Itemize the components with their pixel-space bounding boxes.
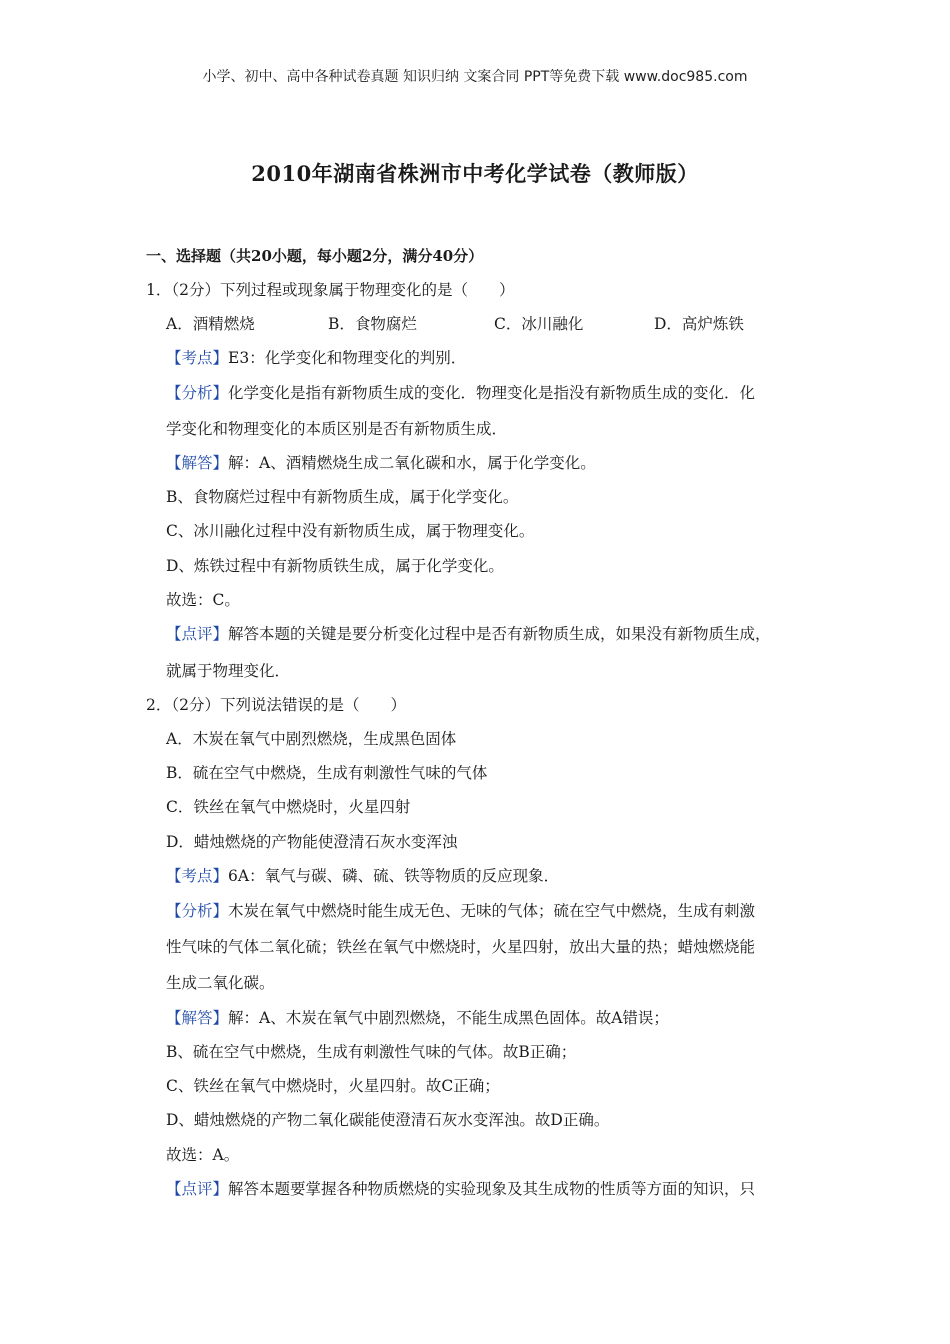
q1-option-a: A．酒精燃烧 [166, 315, 255, 333]
q1-jieda-text-2: B、食物腐烂过程中有新物质生成，属于化学变化。 [166, 488, 519, 506]
q1-fenxi [166, 383, 755, 403]
kaodian-tag: 【考点】 [166, 867, 229, 885]
q1-fenxi-text-1: 化学变化是指有新物质生成的变化．物理变化是指没有新物质生成的变化．化 [228, 384, 756, 402]
fenxi-tag: 【分析】 [166, 384, 229, 402]
q2-jieda-text-1: 解：A、木炭在氧气中剧烈燃烧，不能生成黑色固体。故A错误； [228, 1009, 669, 1027]
q2-jieda-text-4: D、蜡烛燃烧的产物二氧化碳能使澄清石灰水变浑浊。故D正确。 [166, 1111, 610, 1129]
dianping-tag: 【点评】 [166, 625, 229, 643]
q1-option-b: B．食物腐烂 [328, 315, 417, 333]
q1-jieda-text-4: D、炼铁过程中有新物质铁生成，属于化学变化。 [166, 557, 504, 575]
document-title: 2010年湖南省株洲市中考化学试卷（教师版） [251, 161, 699, 186]
jieda-tag: 【解答】 [166, 1009, 229, 1027]
q1-kaodian [166, 348, 466, 368]
q1-dianping [166, 624, 771, 644]
q2-kaodian [166, 866, 559, 886]
q1-dianping-text-1: 解答本题的关键是要分析变化过程中是否有新物质生成，如果没有新物质生成， [228, 625, 771, 643]
site-header: 小学、初中、高中各种试卷真题 知识归纳 文案合同 PPT等免费下载 www.doc985.com [202, 69, 748, 85]
q2-jieda-text-3: C、铁丝在氧气中燃烧时，火星四射。故C正确； [166, 1077, 500, 1095]
q1-dianping-text-2: 就属于物理变化． [166, 662, 291, 680]
q2-option-b: B．硫在空气中燃烧，生成有刺激性气味的气体 [166, 764, 488, 782]
q2-stem: 2．（2分）下列说法错误的是（ ） [146, 696, 406, 714]
fenxi-tag: 【分析】 [166, 902, 229, 920]
section-heading: 一、选择题（共20小题，每小题2分，满分40分） [146, 247, 484, 265]
q2-dianping [166, 1179, 755, 1199]
q2-jieda [166, 1008, 669, 1028]
q1-jieda-text-3: C、冰川融化过程中没有新物质生成，属于物理变化。 [166, 522, 535, 540]
q2-kaodian-text: 6A：氧气与碳、磷、硫、铁等物质的反应现象． [228, 867, 560, 885]
q1-stem: 1．（2分）下列过程或现象属于物理变化的是（ ） [146, 281, 515, 299]
q1-jieda [166, 453, 596, 473]
q2-option-c: C．铁丝在氧气中燃烧时，火星四射 [166, 798, 411, 816]
q2-fenxi-text-3: 生成二氧化碳。 [166, 974, 275, 992]
jieda-tag: 【解答】 [166, 454, 229, 472]
q2-dianping-text-1: 解答本题要掌握各种物质燃烧的实验现象及其生成物的性质等方面的知识，只 [228, 1180, 756, 1198]
q1-option-c: C．冰川融化 [494, 315, 584, 333]
q2-option-a: A．木炭在氧气中剧烈燃烧，生成黑色固体 [166, 730, 457, 748]
q1-answer: 故选：C。 [166, 591, 240, 609]
q1-fenxi-text-2: 学变化和物理变化的本质区别是否有新物质生成． [166, 420, 508, 438]
q2-option-d: D．蜡烛燃烧的产物能使澄清石灰水变浑浊 [166, 833, 458, 851]
q2-fenxi-text-1: 木炭在氧气中燃烧时能生成无色、无味的气体；硫在空气中燃烧，生成有刺激 [228, 902, 756, 920]
dianping-tag: 【点评】 [166, 1180, 229, 1198]
kaodian-tag: 【考点】 [166, 349, 229, 367]
q2-fenxi [166, 901, 755, 921]
q2-jieda-text-2: B、硫在空气中燃烧，生成有刺激性气味的气体。故B正确； [166, 1043, 577, 1061]
q2-fenxi-text-2: 性气味的气体二氧化硫；铁丝在氧气中燃烧时，火星四射，放出大量的热；蜡烛燃烧能 [166, 938, 756, 956]
q2-answer: 故选：A。 [166, 1146, 240, 1164]
q1-jieda-text-1: 解：A、酒精燃烧生成二氧化碳和水，属于化学变化。 [228, 454, 596, 472]
q1-option-d: D．高炉炼铁 [654, 315, 744, 333]
q1-kaodian-text: E3：化学变化和物理变化的判别． [228, 349, 467, 367]
